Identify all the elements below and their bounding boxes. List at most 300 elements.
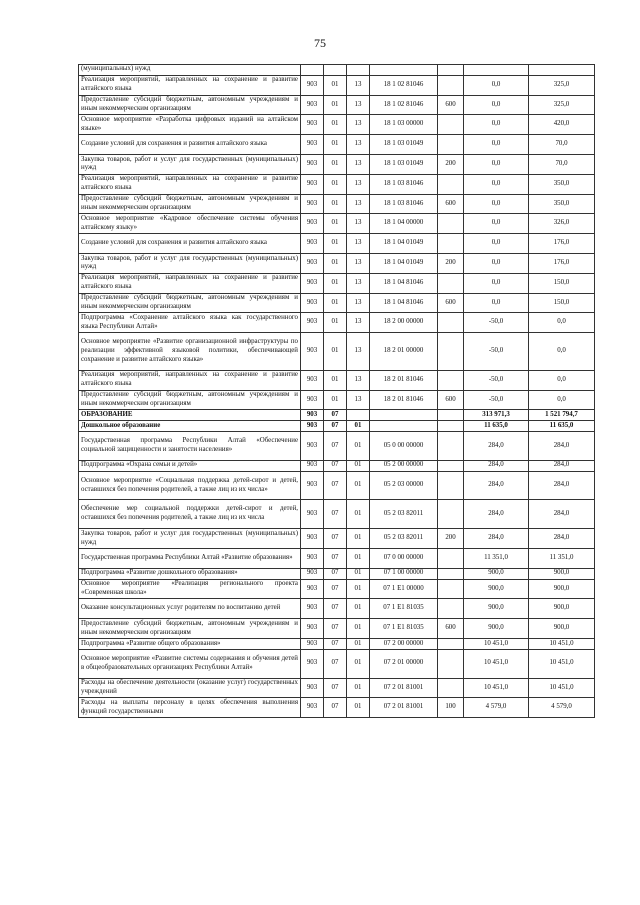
cell-podrazdel: 01 <box>347 548 370 568</box>
cell-sum1: 11 351,0 <box>464 548 529 568</box>
cell-cs: 18 1 03 01049 <box>370 135 438 155</box>
cell-razdel: 07 <box>324 639 347 650</box>
cell-vr <box>438 460 464 471</box>
cell-razdel: 07 <box>324 678 347 698</box>
cell-sum1 <box>464 65 529 76</box>
cell-grbs: 903 <box>301 214 324 234</box>
cell-sum1: 0,0 <box>464 273 529 293</box>
cell-vr <box>438 135 464 155</box>
cell-sum1: 0,0 <box>464 95 529 115</box>
cell-vr: 100 <box>438 698 464 718</box>
cell-vr <box>438 273 464 293</box>
cell-grbs: 903 <box>301 548 324 568</box>
cell-cs <box>370 421 438 432</box>
cell-grbs: 903 <box>301 313 324 333</box>
cell-sum1: 4 579,0 <box>464 698 529 718</box>
cell-sum2: 10 451,0 <box>529 649 595 678</box>
cell-name: Реализация мероприятий, направленных на сохранение и развитие алтайского языка <box>79 75 301 95</box>
cell-cs: 18 1 03 01049 <box>370 155 438 175</box>
table-row <box>79 194 595 214</box>
table-row <box>79 548 595 568</box>
cell-name: ОБРАЗОВАНИЕ <box>79 410 301 421</box>
cell-sum2: 325,0 <box>529 95 595 115</box>
cell-grbs: 903 <box>301 529 324 549</box>
cell-vr <box>438 649 464 678</box>
cell-name: Реализация мероприятий, направленных на сохранение и развитие алтайского языка <box>79 273 301 293</box>
cell-grbs <box>301 65 324 76</box>
cell-cs: 18 1 04 01049 <box>370 254 438 274</box>
cell-podrazdel: 13 <box>347 115 370 135</box>
cell-cs: 07 2 01 81001 <box>370 698 438 718</box>
cell-sum2: 326,0 <box>529 214 595 234</box>
cell-sum2: 350,0 <box>529 194 595 214</box>
cell-razdel: 01 <box>324 194 347 214</box>
cell-name: Предоставление субсидий бюджетным, автономным учреждениям и иным некоммерческим организациям <box>79 390 301 410</box>
table-row <box>79 293 595 313</box>
table-row <box>79 500 595 529</box>
cell-sum2: 284,0 <box>529 471 595 500</box>
cell-cs: 18 2 01 81046 <box>370 370 438 390</box>
cell-sum2: 284,0 <box>529 500 595 529</box>
cell-cs: 07 1 E1 00000 <box>370 579 438 599</box>
cell-vr <box>438 115 464 135</box>
cell-sum1: 900,0 <box>464 568 529 579</box>
cell-grbs: 903 <box>301 390 324 410</box>
cell-vr <box>438 410 464 421</box>
cell-razdel: 07 <box>324 529 347 549</box>
cell-razdel: 01 <box>324 370 347 390</box>
cell-podrazdel: 01 <box>347 568 370 579</box>
cell-name: Основное мероприятие «Развитие системы содержания и обучения детей в общеобразовательных организациях Республики Алтай» <box>79 649 301 678</box>
table-row <box>79 698 595 718</box>
cell-name: Предоставление субсидий бюджетным, автономным учреждениям и иным некоммерческим организациям <box>79 619 301 639</box>
cell-podrazdel: 13 <box>347 333 370 371</box>
cell-sum2: 70,0 <box>529 155 595 175</box>
cell-name: Предоставление субсидий бюджетным, автономным учреждениям и иным некоммерческим организациям <box>79 194 301 214</box>
cell-podrazdel: 13 <box>347 194 370 214</box>
cell-cs <box>370 410 438 421</box>
table-row <box>79 254 595 274</box>
cell-cs: 18 1 03 81046 <box>370 174 438 194</box>
cell-razdel: 07 <box>324 568 347 579</box>
table-row <box>79 421 595 432</box>
cell-grbs: 903 <box>301 649 324 678</box>
cell-sum1: 0,0 <box>464 75 529 95</box>
cell-razdel: 01 <box>324 115 347 135</box>
cell-vr <box>438 548 464 568</box>
cell-sum1: 284,0 <box>464 500 529 529</box>
table-row <box>79 460 595 471</box>
cell-cs: 07 2 01 81001 <box>370 678 438 698</box>
cell-cs: 07 2 00 00000 <box>370 639 438 650</box>
cell-name: Основное мероприятие «Разработка цифровых изданий на алтайском языке» <box>79 115 301 135</box>
cell-vr <box>438 579 464 599</box>
table-row <box>79 390 595 410</box>
cell-grbs: 903 <box>301 115 324 135</box>
cell-cs: 18 2 00 00000 <box>370 313 438 333</box>
cell-grbs: 903 <box>301 174 324 194</box>
cell-sum2: 10 451,0 <box>529 678 595 698</box>
cell-razdel: 07 <box>324 410 347 421</box>
cell-podrazdel: 13 <box>347 75 370 95</box>
cell-cs: 18 1 04 81046 <box>370 293 438 313</box>
cell-cs: 07 0 00 00000 <box>370 548 438 568</box>
page-number: 75 <box>314 36 326 50</box>
cell-vr <box>438 432 464 461</box>
table-row <box>79 619 595 639</box>
cell-name: Основное мероприятие «Социальная поддержка детей-сирот и детей, оставшихся без попечения родителей, а также лиц из их числа» <box>79 471 301 500</box>
cell-grbs: 903 <box>301 370 324 390</box>
cell-sum1: 900,0 <box>464 579 529 599</box>
cell-vr <box>438 471 464 500</box>
table-row <box>79 599 595 619</box>
table-row <box>79 75 595 95</box>
cell-sum1: 900,0 <box>464 619 529 639</box>
cell-vr <box>438 421 464 432</box>
cell-razdel: 07 <box>324 471 347 500</box>
cell-razdel <box>324 65 347 76</box>
cell-sum2: 0,0 <box>529 333 595 371</box>
cell-cs <box>370 65 438 76</box>
table-row <box>79 333 595 371</box>
cell-cs: 18 1 04 00000 <box>370 214 438 234</box>
cell-podrazdel: 13 <box>347 293 370 313</box>
cell-sum1: 10 451,0 <box>464 649 529 678</box>
cell-name: Создание условий для сохранения и развития алтайского языка <box>79 135 301 155</box>
cell-razdel: 01 <box>324 75 347 95</box>
cell-name: Расходы на выплаты персоналу в целях обеспечения выполнения функций государственными <box>79 698 301 718</box>
cell-podrazdel: 01 <box>347 500 370 529</box>
cell-grbs: 903 <box>301 432 324 461</box>
cell-sum2: 150,0 <box>529 273 595 293</box>
cell-cs: 18 1 02 81046 <box>370 95 438 115</box>
table-row <box>79 649 595 678</box>
cell-name: Государственная программа Республики Алтай «Развитие образования» <box>79 548 301 568</box>
cell-name: Подпрограмма «Сохранение алтайского языка как государственного языка Республики Алтай» <box>79 313 301 333</box>
table-row <box>79 65 595 76</box>
cell-vr <box>438 234 464 254</box>
cell-cs: 05 2 03 82011 <box>370 500 438 529</box>
cell-name: Государственная программа Республики Алтай «Обеспечение социальной защищенности и занятости населения» <box>79 432 301 461</box>
cell-grbs: 903 <box>301 75 324 95</box>
cell-cs: 05 2 03 00000 <box>370 471 438 500</box>
cell-grbs: 903 <box>301 293 324 313</box>
cell-grbs: 903 <box>301 155 324 175</box>
cell-podrazdel: 01 <box>347 619 370 639</box>
cell-podrazdel: 01 <box>347 698 370 718</box>
cell-sum2: 150,0 <box>529 293 595 313</box>
cell-vr <box>438 174 464 194</box>
table-row <box>79 639 595 650</box>
cell-podrazdel: 13 <box>347 174 370 194</box>
cell-grbs: 903 <box>301 471 324 500</box>
cell-podrazdel <box>347 410 370 421</box>
cell-podrazdel: 01 <box>347 599 370 619</box>
cell-sum1: 900,0 <box>464 599 529 619</box>
cell-sum2 <box>529 65 595 76</box>
cell-podrazdel: 01 <box>347 649 370 678</box>
cell-grbs: 903 <box>301 568 324 579</box>
table-row <box>79 273 595 293</box>
cell-sum2: 0,0 <box>529 313 595 333</box>
table-row <box>79 214 595 234</box>
cell-sum1: -50,0 <box>464 390 529 410</box>
cell-podrazdel: 13 <box>347 155 370 175</box>
cell-name: Создание условий для сохранения и развития алтайского языка <box>79 234 301 254</box>
cell-name: Оказание консультационных услуг родителям по воспитанию детей <box>79 599 301 619</box>
cell-razdel: 01 <box>324 95 347 115</box>
cell-sum1: 10 451,0 <box>464 678 529 698</box>
cell-podrazdel: 13 <box>347 390 370 410</box>
cell-sum1: 284,0 <box>464 432 529 461</box>
cell-razdel: 07 <box>324 698 347 718</box>
cell-podrazdel: 01 <box>347 529 370 549</box>
cell-grbs: 903 <box>301 619 324 639</box>
cell-sum2: 900,0 <box>529 579 595 599</box>
table-row <box>79 579 595 599</box>
cell-sum2: 10 451,0 <box>529 639 595 650</box>
cell-grbs: 903 <box>301 273 324 293</box>
cell-vr: 600 <box>438 293 464 313</box>
cell-cs: 18 1 02 81046 <box>370 75 438 95</box>
cell-podrazdel: 13 <box>347 234 370 254</box>
cell-podrazdel: 01 <box>347 432 370 461</box>
cell-vr <box>438 568 464 579</box>
cell-sum1: 0,0 <box>464 174 529 194</box>
cell-vr: 600 <box>438 619 464 639</box>
cell-name: Закупка товаров, работ и услуг для государственных (муниципальных) нужд <box>79 529 301 549</box>
cell-razdel: 01 <box>324 234 347 254</box>
cell-sum2: 900,0 <box>529 568 595 579</box>
cell-name: Основное мероприятие «Кадровое обеспечение системы обучения алтайскому языку» <box>79 214 301 234</box>
cell-sum2: 420,0 <box>529 115 595 135</box>
table-row <box>79 471 595 500</box>
table-row <box>79 370 595 390</box>
table-row <box>79 568 595 579</box>
cell-name: Дошкольное образование <box>79 421 301 432</box>
cell-podrazdel: 13 <box>347 214 370 234</box>
cell-cs: 05 2 00 00000 <box>370 460 438 471</box>
cell-sum2: 176,0 <box>529 234 595 254</box>
cell-sum1: 0,0 <box>464 115 529 135</box>
cell-razdel: 07 <box>324 649 347 678</box>
cell-grbs: 903 <box>301 194 324 214</box>
cell-cs: 18 1 03 81046 <box>370 194 438 214</box>
cell-podrazdel: 01 <box>347 421 370 432</box>
cell-vr <box>438 678 464 698</box>
cell-vr <box>438 65 464 76</box>
cell-sum2: 900,0 <box>529 619 595 639</box>
cell-grbs: 903 <box>301 460 324 471</box>
cell-podrazdel: 01 <box>347 471 370 500</box>
cell-sum2: 11 351,0 <box>529 548 595 568</box>
cell-cs: 18 1 04 01049 <box>370 234 438 254</box>
cell-sum2: 325,0 <box>529 75 595 95</box>
cell-sum1: -50,0 <box>464 313 529 333</box>
cell-grbs: 903 <box>301 500 324 529</box>
cell-sum1: 10 451,0 <box>464 639 529 650</box>
cell-cs: 07 2 01 00000 <box>370 649 438 678</box>
cell-vr: 200 <box>438 155 464 175</box>
cell-podrazdel <box>347 65 370 76</box>
cell-grbs: 903 <box>301 698 324 718</box>
table-row <box>79 174 595 194</box>
cell-razdel: 01 <box>324 390 347 410</box>
cell-sum1: 284,0 <box>464 529 529 549</box>
table-row <box>79 135 595 155</box>
cell-grbs: 903 <box>301 135 324 155</box>
cell-sum2: 0,0 <box>529 370 595 390</box>
cell-cs: 18 1 04 81046 <box>370 273 438 293</box>
table-row <box>79 115 595 135</box>
cell-name: Реализация мероприятий, направленных на сохранение и развитие алтайского языка <box>79 370 301 390</box>
cell-razdel: 01 <box>324 174 347 194</box>
cell-razdel: 01 <box>324 135 347 155</box>
cell-sum2: 900,0 <box>529 599 595 619</box>
cell-podrazdel: 13 <box>347 370 370 390</box>
cell-name: Закупка товаров, работ и услуг для государственных (муниципальных) нужд <box>79 155 301 175</box>
cell-name: Основное мероприятие «Реализация регионального проекта «Современная школа» <box>79 579 301 599</box>
table-row <box>79 95 595 115</box>
cell-cs: 18 1 03 00000 <box>370 115 438 135</box>
cell-name: Расходы на обеспечение деятельности (оказание услуг) государственных учреждений <box>79 678 301 698</box>
cell-sum2: 284,0 <box>529 529 595 549</box>
cell-sum2: 0,0 <box>529 390 595 410</box>
cell-podrazdel: 13 <box>347 273 370 293</box>
cell-sum1: 284,0 <box>464 471 529 500</box>
cell-sum1: 0,0 <box>464 234 529 254</box>
cell-razdel: 01 <box>324 155 347 175</box>
cell-razdel: 07 <box>324 460 347 471</box>
cell-grbs: 903 <box>301 639 324 650</box>
cell-vr <box>438 333 464 371</box>
cell-sum1: 0,0 <box>464 254 529 274</box>
cell-podrazdel: 13 <box>347 313 370 333</box>
cell-sum1: -50,0 <box>464 370 529 390</box>
cell-grbs: 903 <box>301 421 324 432</box>
table-row <box>79 234 595 254</box>
cell-name: Обеспечение мер социальной поддержки детей-сирот и детей, оставшихся без попечения родителей, а также лиц из их числа <box>79 500 301 529</box>
cell-name: Реализация мероприятий, направленных на сохранение и развитие алтайского языка <box>79 174 301 194</box>
cell-vr <box>438 500 464 529</box>
cell-vr: 600 <box>438 390 464 410</box>
table-row <box>79 410 595 421</box>
cell-razdel: 07 <box>324 421 347 432</box>
cell-name: Подпрограмма «Развитие дошкольного образования» <box>79 568 301 579</box>
cell-name: Подпрограмма «Охрана семьи и детей» <box>79 460 301 471</box>
cell-grbs: 903 <box>301 254 324 274</box>
cell-cs: 05 2 03 82011 <box>370 529 438 549</box>
cell-sum2: 4 579,0 <box>529 698 595 718</box>
cell-cs: 05 0 00 00000 <box>370 432 438 461</box>
cell-sum2: 70,0 <box>529 135 595 155</box>
cell-podrazdel: 01 <box>347 460 370 471</box>
cell-grbs: 903 <box>301 333 324 371</box>
cell-sum1: 0,0 <box>464 293 529 313</box>
table-row <box>79 313 595 333</box>
cell-razdel: 01 <box>324 273 347 293</box>
cell-name: Основное мероприятие «Развитие организационной инфраструктуры по реализации эффективной языковой политики, обеспечивающей сохранение и развитие алтайского языка» <box>79 333 301 371</box>
table-row <box>79 432 595 461</box>
cell-vr <box>438 370 464 390</box>
cell-vr <box>438 75 464 95</box>
table-row <box>79 529 595 549</box>
cell-cs: 18 2 01 00000 <box>370 333 438 371</box>
cell-vr <box>438 214 464 234</box>
cell-name: Подпрограмма «Развитие общего образования» <box>79 639 301 650</box>
table-row <box>79 678 595 698</box>
cell-name: Предоставление субсидий бюджетным, автономным учреждениям и иным некоммерческим организациям <box>79 95 301 115</box>
cell-razdel: 01 <box>324 214 347 234</box>
cell-vr <box>438 313 464 333</box>
table-body <box>79 65 595 718</box>
cell-vr <box>438 599 464 619</box>
cell-grbs: 903 <box>301 579 324 599</box>
cell-podrazdel: 01 <box>347 678 370 698</box>
cell-cs: 07 1 E1 81035 <box>370 619 438 639</box>
cell-sum2: 11 635,0 <box>529 421 595 432</box>
cell-sum1: 11 635,0 <box>464 421 529 432</box>
cell-cs: 07 1 00 00000 <box>370 568 438 579</box>
cell-podrazdel: 01 <box>347 639 370 650</box>
cell-grbs: 903 <box>301 678 324 698</box>
cell-sum1: 0,0 <box>464 155 529 175</box>
cell-podrazdel: 13 <box>347 254 370 274</box>
cell-sum2: 176,0 <box>529 254 595 274</box>
cell-razdel: 07 <box>324 432 347 461</box>
cell-cs: 07 1 E1 81035 <box>370 599 438 619</box>
cell-sum1: 0,0 <box>464 194 529 214</box>
cell-razdel: 07 <box>324 599 347 619</box>
cell-vr: 600 <box>438 194 464 214</box>
cell-sum1: 284,0 <box>464 460 529 471</box>
cell-sum2: 1 521 794,7 <box>529 410 595 421</box>
cell-sum1: 0,0 <box>464 214 529 234</box>
cell-razdel: 01 <box>324 254 347 274</box>
cell-name: Предоставление субсидий бюджетным, автономным учреждениям и иным некоммерческим организациям <box>79 293 301 313</box>
cell-grbs: 903 <box>301 234 324 254</box>
cell-sum2: 350,0 <box>529 174 595 194</box>
cell-sum1: 313 971,3 <box>464 410 529 421</box>
cell-razdel: 07 <box>324 500 347 529</box>
cell-grbs: 903 <box>301 95 324 115</box>
cell-razdel: 01 <box>324 313 347 333</box>
cell-podrazdel: 13 <box>347 95 370 115</box>
cell-vr: 600 <box>438 95 464 115</box>
cell-name: (муниципальных) нужд <box>79 65 301 76</box>
cell-razdel: 07 <box>324 619 347 639</box>
cell-podrazdel: 13 <box>347 135 370 155</box>
cell-vr: 200 <box>438 529 464 549</box>
cell-grbs: 903 <box>301 599 324 619</box>
cell-razdel: 07 <box>324 579 347 599</box>
cell-razdel: 07 <box>324 548 347 568</box>
budget-table <box>78 64 595 718</box>
cell-razdel: 01 <box>324 293 347 313</box>
cell-vr: 200 <box>438 254 464 274</box>
cell-vr <box>438 639 464 650</box>
cell-podrazdel: 01 <box>347 579 370 599</box>
cell-sum1: -50,0 <box>464 333 529 371</box>
cell-sum2: 284,0 <box>529 460 595 471</box>
cell-sum1: 0,0 <box>464 135 529 155</box>
cell-name: Закупка товаров, работ и услуг для государственных (муниципальных) нужд <box>79 254 301 274</box>
cell-grbs: 903 <box>301 410 324 421</box>
cell-razdel: 01 <box>324 333 347 371</box>
cell-cs: 18 2 01 81046 <box>370 390 438 410</box>
table-row <box>79 155 595 175</box>
cell-sum2: 284,0 <box>529 432 595 461</box>
